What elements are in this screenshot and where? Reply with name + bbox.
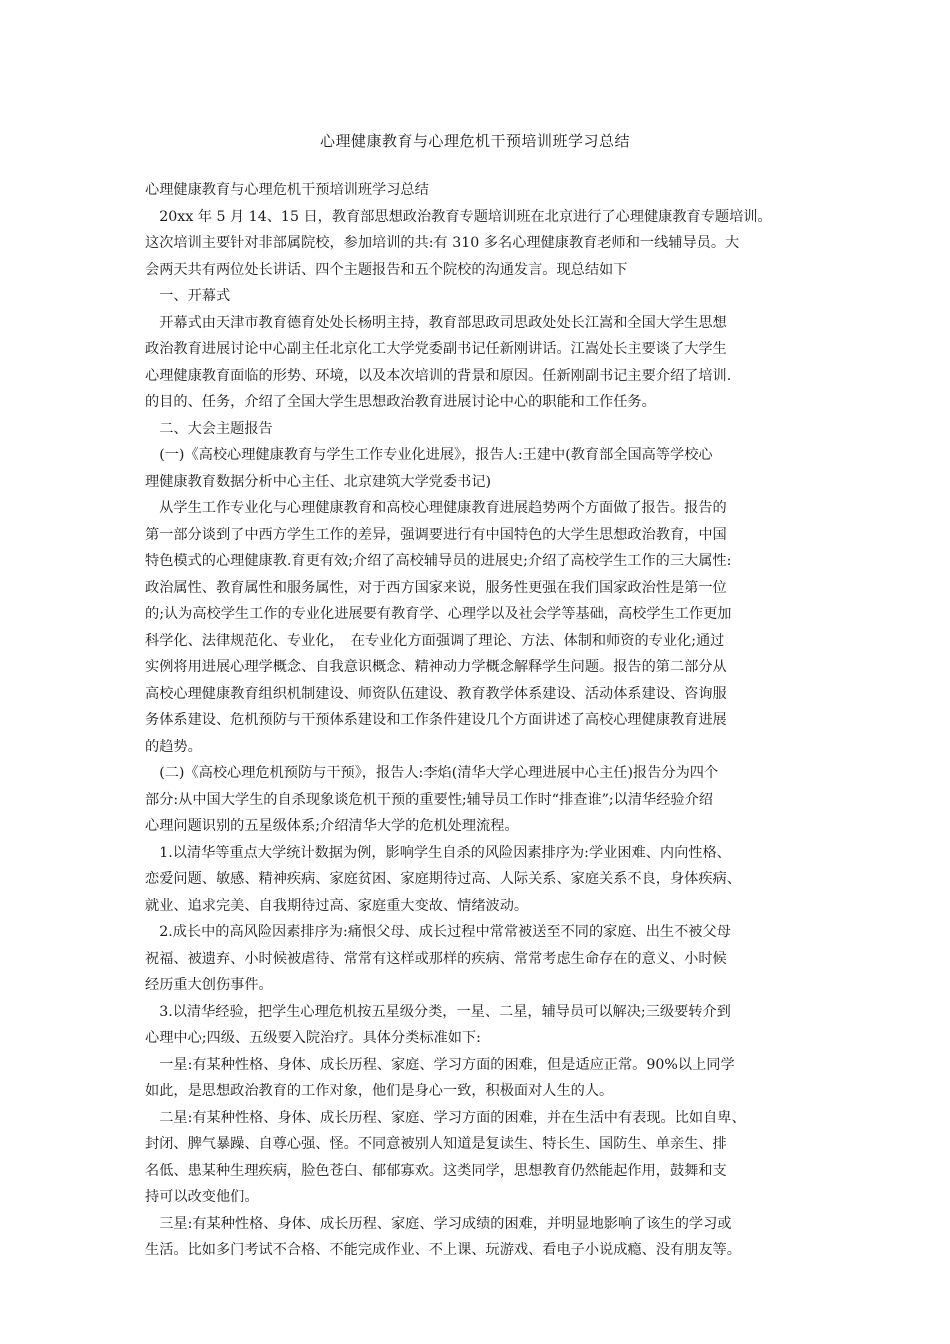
text-line: 从学生工作专业化与心理健康教育和高校心理健康教育进展趋势两个方面做了报告。报告的 [145,500,727,516]
text-line: 2.成长中的高风险因素排序为:痛恨父母、成长过程中常常被送至不同的家庭、出生不被父母 [145,924,731,940]
text-line: 心理问题识别的五星级体系;介绍清华大学的危机处理流程。 [145,818,519,834]
text-line: 的趋势。 [145,738,202,755]
text-line: 第一部分谈到了中西方学生工作的差异，强调要进行有中国特色的大学生思想政治教育，中国 [145,526,727,543]
text-line: 高校心理健康教育组织机制建设、师资队伍建设、教育教学体系建设、活动体系建设、咨询服 [145,685,727,702]
text-line: 封闭、脾气暴躁、自尊心强、怪。不同意被别人知道是复读生、特长生、国防生、单亲生、排 [145,1136,727,1152]
text-line: 心理中心;四级、五级要入院治疗。具体分类标准如下: [145,1030,481,1046]
text-line: 恋爱问题、敏感、精神疾病、家庭贫困、家庭期待过高、人际关系、家庭关系不良，身体疾病、 [145,871,741,887]
text-line: 生活。比如多门考试不合格、不能完成作业、不上课、玩游戏、看电子小说成瘾、没有朋友等。 [145,1242,741,1258]
text-line: 名低、患某种生理疾病，脸色苍白、郁郁寡欢。这类同学，思想教育仍然能起作用，鼓舞和支 [145,1162,727,1179]
text-line: 就业、追求完美、自我期待过高、家庭重大变故、情绪波动。 [145,897,529,914]
text-line: 如此，是思想政治教育的工作对象，他们是身心一致，积极面对人生的人。 [145,1083,614,1099]
text-line: 一、开幕式 [145,288,231,304]
text-line: 心理健康教育面临的形势、环境，以及本次培训的背景和原因。任新刚副书记主要介绍了培训. [145,367,732,384]
document-body [145,177,813,1264]
text-line: 会两天共有两位处长讲话、四个主题报告和五个院校的沟通发言。现总结如下 [145,261,628,278]
text-line: 科学化、法律规范化、专业化， 在专业化方面强调了理论、方法、体制和师资的专业化;通过 [145,632,725,649]
text-line: 二星:有某种性格、身体、成长历程、家庭、学习方面的困难，并在生活中有表现。比如自卑、 [145,1109,746,1126]
text-line: 20xx 年 5 月 14、15 日，教育部思想政治教育专题培训班在北京进行了心理健康教育专题培训。 [145,208,772,225]
text-line: (一)《高校心理健康教育与学生工作专业化进展》，报告人:王建中(教育部全国高等学校心 [145,447,713,463]
text-line: 特色模式的心理健康教.育更有效;介绍了高校辅导员的进展史;介绍了高校学生工作的三大属性: [145,553,732,569]
text-line: 持可以改变他们。 [145,1189,259,1205]
text-line: (二)《高校心理危机预防与干预》，报告人:李焰(清华大学心理进展中心主任)报告分为四个 [145,765,719,781]
text-line: 部分:从中国大学生的自杀现象谈危机干预的重要性;辅导员工作时“排查谁”;以清华经验介绍 [145,791,713,808]
text-line: 政治教育进展讨论中心副主任北京化工大学党委副书记任新刚讲话。江嵩处长主要谈了大学生 [145,341,727,357]
text-line: 三星:有某种性格、身体、成长历程、家庭、学习成绩的困难，并明显地影响了该生的学习或 [145,1215,732,1232]
text-line: 实例将用进展心理学概念、自我意识概念、精神动力学概念解释学生问题。报告的第二部分从 [145,659,727,675]
document-title: 心理健康教育与心理危机干预培训班学习总结 [319,132,630,150]
text-line: 二、大会主题报告 [145,420,273,437]
text-line: 政治属性、教育属性和服务属性，对于西方国家来说，服务性更强在我们国家政治性是第一位 [145,579,727,596]
text-line: 3.以清华经验，把学生心理危机按五星级分类，一星、二星，辅导员可以解决;三级要转介到 [145,1003,731,1020]
text-line: 祝福、被遗弃、小时候被虐待、常常有这样或那样的疾病、常常考虑生命存在的意义、小时候 [145,950,727,967]
text-line: 心理健康教育与心理危机干预培训班学习总结 [145,182,429,198]
text-line: 经历重大创伤事件。 [145,977,273,993]
text-line: 的目的、任务，介绍了全国大学生思想政治教育进展讨论中心的职能和工作任务。 [145,394,656,410]
text-line: 一星:有某种性格、身体、成长历程、家庭、学习方面的困难，但是适应正常。90%以上同学 [145,1056,735,1073]
text-line: 的;认为高校学生工作的专业化进展要有教育学、心理学以及社会学等基础，高校学生工作更加 [145,606,732,622]
text-line: 理健康教育数据分析中心主任、北京建筑大学党委书记) [145,473,492,490]
text-line: 1.以清华等重点大学统计数据为例，影响学生自杀的风险因素排序为:学业困难、内向性格、 [145,844,731,861]
text-line: 开幕式由天津市教育德育处处长杨明主持，教育部思政司思政处处长江嵩和全国大学生思想 [145,314,727,331]
text-line: 务体系建设、危机预防与干预体系建设和工作条件建设几个方面讲述了高校心理健康教育进展 [145,712,727,728]
text-line: 这次培训主要针对非部属院校，参加培训的共:有 310 多名心理健康教育老师和一线辅导员。大 [145,235,740,251]
